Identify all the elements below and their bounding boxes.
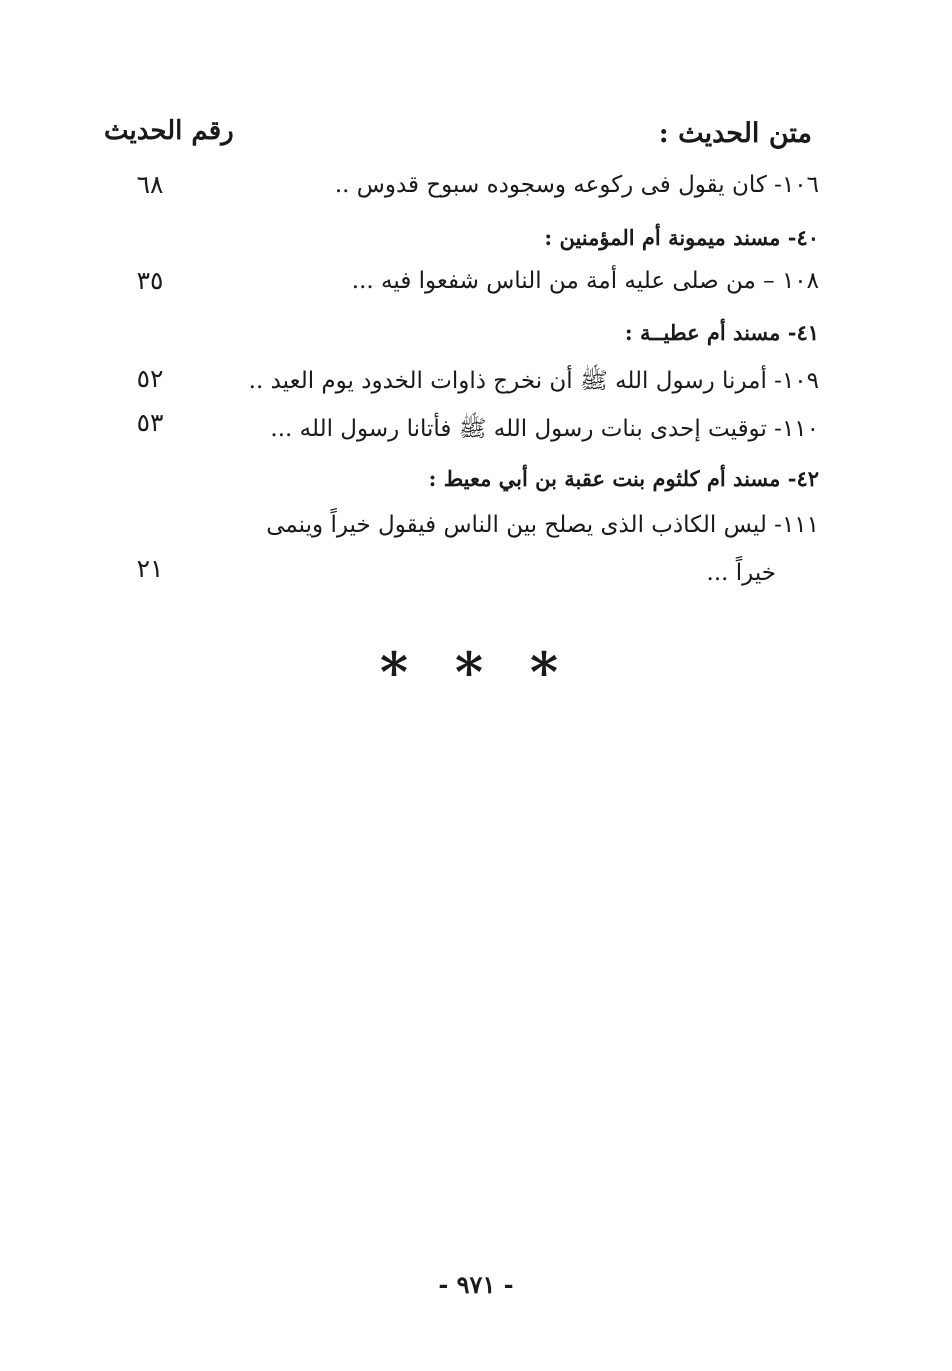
hadith-number-109: ٥٢ <box>136 364 164 393</box>
column-header-hadith-text: متن الحديث : <box>658 118 812 149</box>
hadith-entry-111-continued: خيراً ... <box>706 560 776 586</box>
hadith-entry-106: ١٠٦- كان يقول فى ركوعه وسجوده سبوح قدوس .. <box>334 172 819 198</box>
section-heading-maymuna: ٤٠- مسند ميمونة أم المؤمنين : <box>544 225 819 250</box>
hadith-entry-108: ١٠٨ – من صلى عليه أمة من الناس شفعوا فيه ... <box>351 268 819 294</box>
hadith-number-108: ٣٥ <box>136 266 164 295</box>
hadith-entry-110: ١١٠- توقيت إحدى بنات رسول الله ﷺ فأتانا رسول الله ... <box>270 416 819 442</box>
hadith-number-111: ٢١ <box>136 554 164 583</box>
section-heading-umm-kulthum: ٤٢- مسند أم كلثوم بنت عقبة بن أبي معيط : <box>428 466 819 491</box>
page-number: - ٩٧١ - <box>438 1270 514 1299</box>
hadith-entry-109: ١٠٩- أمرنا رسول الله ﷺ أن نخرج ذاوات الخدود يوم العيد .. <box>248 368 819 394</box>
section-separator-stars: * * * <box>379 640 573 704</box>
hadith-number-110: ٥٣ <box>136 408 164 437</box>
hadith-number-106: ٦٨ <box>136 170 164 199</box>
column-header-hadith-number: رقم الحديث <box>104 116 234 146</box>
hadith-entry-111: ١١١- ليس الكاذب الذى يصلح بين الناس فيقول خيراً وينمى <box>266 512 819 538</box>
section-heading-umm-atiyya: ٤١- مسند أم عطيــة : <box>624 320 819 345</box>
